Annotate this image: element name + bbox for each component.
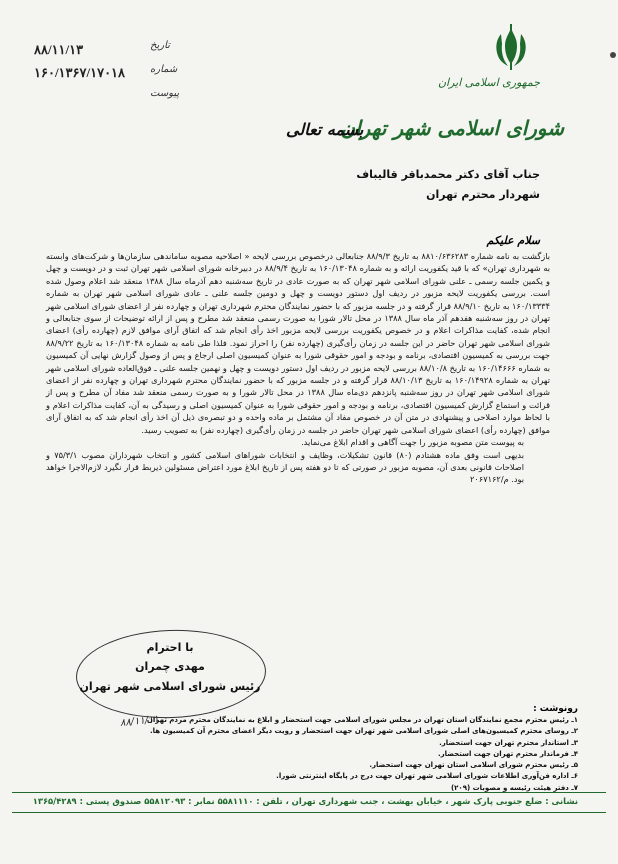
cc-title: رونوشت : [533,704,578,714]
cc-item: ۴ـ فرماندار محترم تهران جهت استحضار. [437,749,578,758]
letter-date-label: تاریخ [150,40,170,51]
letter-body [46,250,550,486]
footer-rule-bottom [12,812,606,813]
cc-item: ۷ـ دفتر هیئت رئیسه و مصوبات (۲۰۹) [450,783,578,792]
cc-item: ۵ـ رئیس محترم شورای اسلامی استان تهران جهت استحضار. [369,761,578,770]
body-paragraph-main: بازگشت به نامه شماره ۸۸۱۰/۶۳۶۲۸۳ به تاریخ ۸۸/۹/۳ جنابعالی درخصوص بررسی لایحه « اصلاحیه مصوبه ساماندهی سازمان‌ها و شرکت‌های وابسته به شهرداری تهران» که با قید یکفوریت ارائه و به شماره ۱۶۰/۱۳۰۴۸ به تاریخ ۸۸/۹/۴ در دبیرخانه شورای اسلامی شهر تهران ثبت و در دویست و چهل و یکمین جلسه رسمی ـ علنی شورای اسلامی شهر تهران که به صورت عادی در تاریخ سه‌شنبه دهم آذرماه سال ۱۳۸۸ منعقد شد اعلام وصول شده است. بررسی یکفوریت لایحه مزبور در ردیف اول دستور دویست و چهل و دومین جلسه علنی ـ عادی شورای اسلامی شهر تهران به شماره ۱۶۰/۱۳۳۳۴ به تاریخ ۸۸/۹/۱۰ قرار گرفته و در جلسه مزبور که با حضور نمایندگان محترم شهرداری تهران و چهارده نفر از اعضای شورای اسلامی شهر تهران در روز سه‌شنبه هفدهم آذر ماه سال ۱۳۸۸ در محل تالار شورا به صورت رسمی منعقد شد مطرح و پس از ارائه توضیحات از سوی جنابعالی و انجام شده، کفایت مذاکرات اعلام و در خصوص یکفوریت بررسی لایحه مزبور اخذ رأی انجام شد که اتفاق آرای موافق لازم (چهارده رأی) اعضای شورای اسلامی شهر تهران حاضر در این جلسه در زمان رأی‌گیری (چهارده نفر) را احراز نمود. فلذا طی نامه به شماره ۱۶۰/۱۳۰۴۸ به تاریخ ۸۸/۹/۲۲ جهت بررسی به کمیسیون اقتصادی، برنامه و بودجه و امور حقوقی شورا به عنوان کمیسیون اصلی ارجاع و پس از وصول گزارش نهایی آن کمیسیون به شماره ۱۶۰/۱۴۶۶۶ به تاریخ ۸۸/۱۰/۸ بررسی لایحه مزبور در ردیف اول دستور دویست و چهل و نهمین جلسه علنی ـ فوق‌العاده شورای اسلامی شهر تهران به شماره ۱۶۰/۱۴۹۲۸ به تاریخ ۸۸/۱۰/۱۳ قرار گرفته و در جلسه مزبور که با حضور نمایندگان محترم شهرداری تهران و چهارده نفر از اعضای شورای اسلامی شهر تهران در روز سه‌شنبه پانزدهم دی‌ماه سال ۱۳۸۸ در محل تالار شورا و به صورت رسمی منعقد شد مفاد آن مطرح و پس از قرائت و استماع گزارش کمیسیون اقتصادی، برنامه و بودجه و امور حقوقی شورا به عنوان کمیسیون اصلی و رسیدگی به آن، کفایت مذاکرات اعلام و با لحاظ موارد اصلاحی و پیشنهادی در متن آن در خصوص مفاد آن مشتمل بر ماده واحده و دو تبصره‌ی ذیل آن اخذ رأی انجام شد که به اتفاق آرای موافق (چهارده رأی) اعضای شورای اسلامی شهر تهران حاضر در جلسه در زمان رأی‌گیری (چهارده نفر) به تصویب رسید. [46,251,551,435]
cc-list [58,715,578,794]
council-name: شورای اسلامی شهر تهران [340,116,564,140]
cc-item: ۶ـ اداره فن‌آوری اطلاعات شورای اسلامی شهر تهران جهت درج در پایگاه اینترنتی شورا. [276,772,578,781]
letter-date-value: ۸۸/۱۱/۱۳ [34,42,84,57]
signature-closing: با احترام [146,641,194,654]
iran-emblem-icon [490,24,532,72]
handwritten-date: ۸۸/۱۱/۱۱ [119,713,160,730]
recipient-name: جناب آقای دکتر محمدباقر قالیباف [356,168,540,181]
recipient-title: شهردار محترم تهران [426,188,540,201]
signature-name: مهدی چمران [135,660,205,673]
signature-title: رئیس شورای اسلامی شهر تهران [79,680,261,693]
footer-address: نشانی : ضلع جنوبی پارک شهر ، خیابان بهشت ، جنب شهرداری تهران ، تلفن : ۵۵۸۱۱۱۰ نمابر : ۵۵۸۱۲۰۹۳ صندوق پستی : ۱۳۶۵/۴۲۸۹ [32,796,578,806]
cc-item: ۲ـ روسای محترم کمیسیون‌های اصلی شورای اسلامی شهر تهران جهت استحضار و رویت دیگر اعضای محترم آن کمیسیون ها. [149,727,578,736]
cc-item: ۳ـ استاندار محترم تهران جهت استحضار. [439,738,578,747]
greeting: سلام علیکم [486,234,540,247]
letter-number-label: شماره [150,64,178,75]
cc-item: ۱ـ رئیس محترم مجمع نمایندگان استان تهران در مجلس شورای اسلامی جهت استحضار و ابلاغ به نمایندگان محترم مردم تهران [146,716,578,724]
punch-hole-mark [610,52,616,58]
body-paragraph-attachment: به پیوست متن مصوبه مزبور را جهت آگاهی و اقدام ابلاغ می‌نماید. [301,437,524,448]
country-name: جمهوری اسلامی ایران [437,76,540,89]
letter-attachment-label: پیوست [150,88,180,99]
basmala: بسمه تعالی [286,120,364,139]
body-paragraph-legal: بدیهی است وفق ماده هشتادم (۸۰) قانون تشکیلات، وظایف و انتخابات شوراهای اسلامی کشور و انتخاب شهرداران مصوب ۷۵/۳/۱ و اصلاحات قانونی بعدی آن، مصوبه مزبور در صورتی که تا دو هفته پس از تاریخ ابلاغ مورد اعتراض مسئولین ذیربط قرار نگیرد لازم‌الاجرا خواهد بود. م/۲۰۶۷۱۶۲ [46,449,524,485]
footer-rule-top [12,792,606,793]
letter-number-value: ۱۶۰/۱۳۶۷/۱۷۰۱۸ [34,65,126,80]
